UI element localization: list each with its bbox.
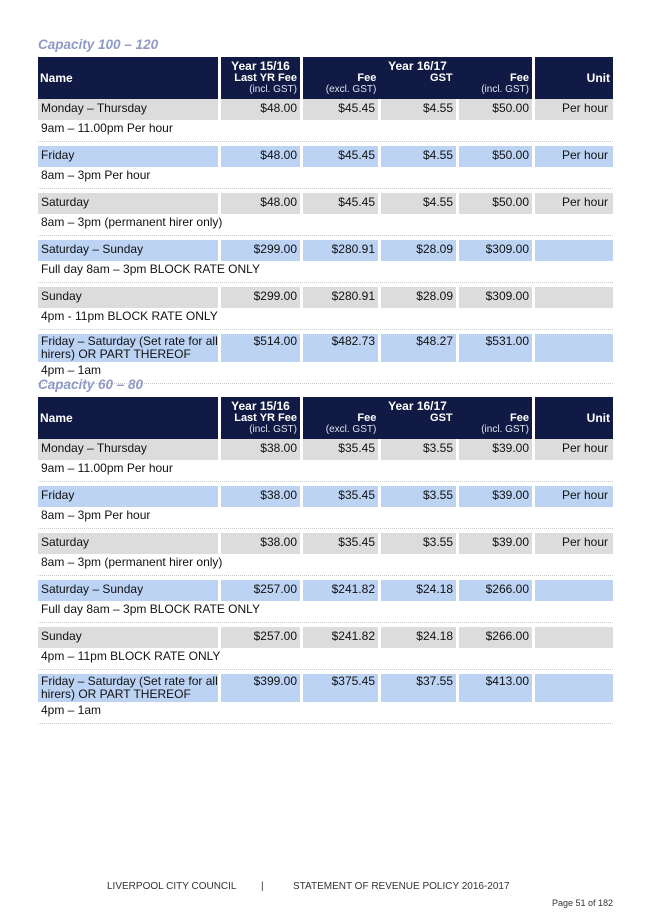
table-row-note: [38, 308, 613, 330]
row-fee-incl-gst: $39.00: [459, 533, 535, 554]
header-year-15-16-label: Year 15/16: [231, 399, 290, 413]
row-fee-incl-gst: $309.00: [459, 287, 535, 308]
row-last-yr-fee: $514.00: [221, 334, 303, 362]
row-note: Full day 8am – 3pm BLOCK RATE ONLY: [38, 261, 613, 283]
row-unit: [535, 287, 613, 308]
row-last-yr-fee: $399.00: [221, 674, 303, 702]
row-fee-incl-gst: $531.00: [459, 334, 535, 362]
row-name: Sunday: [38, 287, 221, 308]
fee-section-capacity-100-120: [38, 37, 613, 384]
row-last-yr-fee: $299.00: [221, 240, 303, 261]
header-fee-excl: Fee: [357, 412, 377, 424]
row-gst: $3.55: [381, 439, 459, 460]
footer-document-title: STATEMENT OF REVENUE POLICY 2016-2017: [293, 881, 510, 892]
row-last-yr-fee: $299.00: [221, 287, 303, 308]
row-fee-excl-gst: $45.45: [303, 146, 381, 167]
header-year-15-16-label: Year 15/16: [231, 59, 290, 73]
header-year-15-16: [221, 57, 303, 99]
table-row: [38, 533, 613, 554]
row-gst: $4.55: [381, 146, 459, 167]
row-name: Friday: [38, 146, 221, 167]
header-year-16-17: [303, 397, 535, 439]
table-row-note: [38, 120, 613, 142]
row-unit: [535, 334, 613, 362]
row-gst: $3.55: [381, 533, 459, 554]
row-fee-excl-gst: $375.45: [303, 674, 381, 702]
row-note: 8am – 3pm (permanent hirer only): [38, 554, 613, 576]
header-year-16-17: [303, 57, 535, 99]
row-gst: $48.27: [381, 334, 459, 362]
header-incl-gst: (incl. GST): [249, 84, 297, 95]
fee-table: [38, 397, 613, 724]
row-fee-incl-gst: $39.00: [459, 486, 535, 507]
table-row-note: [38, 460, 613, 482]
fee-section-capacity-60-80: [38, 377, 613, 724]
row-fee-excl-gst: $280.91: [303, 240, 381, 261]
table-row: [38, 287, 613, 308]
row-note: 9am – 11.00pm Per hour: [38, 120, 613, 142]
row-fee-excl-gst: $45.45: [303, 99, 381, 120]
row-fee-excl-gst: $241.82: [303, 627, 381, 648]
table-header-row: [38, 397, 613, 439]
row-unit: Per hour: [535, 146, 613, 167]
row-fee-incl-gst: $50.00: [459, 99, 535, 120]
row-fee-incl-gst: $413.00: [459, 674, 535, 702]
row-unit: Per hour: [535, 533, 613, 554]
row-gst: $28.09: [381, 287, 459, 308]
section-title: Capacity 100 – 120: [38, 37, 159, 52]
row-note: 4pm – 1am: [38, 362, 613, 384]
header-name: Name: [38, 57, 221, 99]
row-note: 4pm – 11pm BLOCK RATE ONLY: [38, 648, 613, 670]
row-last-yr-fee: $48.00: [221, 146, 303, 167]
table-row: [38, 674, 613, 702]
header-incl-gst-2: (incl. GST): [481, 84, 529, 95]
row-gst: $3.55: [381, 486, 459, 507]
header-last-yr-fee: Last YR Fee: [234, 412, 297, 424]
row-unit: [535, 240, 613, 261]
row-last-yr-fee: $257.00: [221, 627, 303, 648]
row-name: Friday – Saturday (Set rate for all hirers) OR PART THEREOF: [38, 674, 221, 702]
header-year-16-17-label: Year 16/17: [388, 399, 447, 413]
row-unit: Per hour: [535, 486, 613, 507]
table-row: [38, 146, 613, 167]
row-name: Friday: [38, 486, 221, 507]
row-name: Saturday: [38, 193, 221, 214]
row-name: Saturday – Sunday: [38, 580, 221, 601]
table-row: [38, 486, 613, 507]
header-last-yr-fee: Last YR Fee: [234, 72, 297, 84]
row-unit: [535, 627, 613, 648]
table-row: [38, 439, 613, 460]
table-row-note: [38, 261, 613, 283]
header-incl-gst-2: (incl. GST): [481, 424, 529, 435]
table-row-note: [38, 648, 613, 670]
row-fee-incl-gst: $266.00: [459, 580, 535, 601]
header-name: Name: [38, 397, 221, 439]
header-fee-incl: Fee: [510, 412, 529, 424]
row-unit: [535, 674, 613, 702]
row-gst: $24.18: [381, 580, 459, 601]
row-last-yr-fee: $257.00: [221, 580, 303, 601]
row-unit: [535, 580, 613, 601]
row-name: Monday – Thursday: [38, 439, 221, 460]
row-gst: $37.55: [381, 674, 459, 702]
row-name: Monday – Thursday: [38, 99, 221, 120]
table-row: [38, 334, 613, 362]
table-row: [38, 627, 613, 648]
row-fee-excl-gst: $482.73: [303, 334, 381, 362]
row-last-yr-fee: $38.00: [221, 486, 303, 507]
row-last-yr-fee: $48.00: [221, 193, 303, 214]
row-note: 4pm – 1am: [38, 702, 613, 724]
fee-table: [38, 57, 613, 384]
section-title: Capacity 60 – 80: [38, 377, 144, 392]
row-note: 9am – 11.00pm Per hour: [38, 460, 613, 482]
header-unit: Unit: [535, 397, 613, 439]
row-note: Full day 8am – 3pm BLOCK RATE ONLY: [38, 601, 613, 623]
header-excl-gst: (excl. GST): [325, 424, 377, 435]
row-name: Saturday: [38, 533, 221, 554]
row-unit: Per hour: [535, 99, 613, 120]
table-row-note: [38, 554, 613, 576]
row-fee-excl-gst: $35.45: [303, 439, 381, 460]
header-gst: GST: [430, 412, 453, 424]
row-unit: Per hour: [535, 193, 613, 214]
table-row: [38, 240, 613, 261]
row-fee-excl-gst: $241.82: [303, 580, 381, 601]
table-row: [38, 580, 613, 601]
row-fee-excl-gst: $35.45: [303, 486, 381, 507]
row-name: Friday – Saturday (Set rate for all hirers) OR PART THEREOF: [38, 334, 221, 362]
row-gst: $4.55: [381, 193, 459, 214]
row-fee-incl-gst: $50.00: [459, 193, 535, 214]
row-fee-incl-gst: $50.00: [459, 146, 535, 167]
page-number: Page 51 of 182: [552, 898, 614, 908]
header-fee-excl: Fee: [357, 72, 377, 84]
row-fee-incl-gst: $309.00: [459, 240, 535, 261]
row-fee-excl-gst: $280.91: [303, 287, 381, 308]
row-gst: $4.55: [381, 99, 459, 120]
row-note: 8am – 3pm Per hour: [38, 167, 613, 189]
header-year-16-17-label: Year 16/17: [388, 59, 447, 73]
header-year-15-16: [221, 397, 303, 439]
row-name: Sunday: [38, 627, 221, 648]
footer-separator: |: [261, 881, 264, 892]
header-fee-incl: Fee: [510, 72, 529, 84]
table-header-row: [38, 57, 613, 99]
row-fee-excl-gst: $35.45: [303, 533, 381, 554]
header-incl-gst: (incl. GST): [249, 424, 297, 435]
row-fee-incl-gst: $39.00: [459, 439, 535, 460]
row-name: Saturday – Sunday: [38, 240, 221, 261]
row-gst: $28.09: [381, 240, 459, 261]
header-unit: Unit: [535, 57, 613, 99]
row-last-yr-fee: $38.00: [221, 533, 303, 554]
table-row-note: [38, 507, 613, 529]
row-last-yr-fee: $48.00: [221, 99, 303, 120]
row-unit: Per hour: [535, 439, 613, 460]
table-row: [38, 99, 613, 120]
row-fee-excl-gst: $45.45: [303, 193, 381, 214]
table-row: [38, 193, 613, 214]
row-note: 8am – 3pm Per hour: [38, 507, 613, 529]
header-excl-gst: (excl. GST): [325, 84, 377, 95]
table-row-note: [38, 601, 613, 623]
table-row-note: [38, 702, 613, 724]
table-row-note: [38, 167, 613, 189]
table-row-note: [38, 214, 613, 236]
header-gst: GST: [430, 72, 453, 84]
row-last-yr-fee: $38.00: [221, 439, 303, 460]
row-fee-incl-gst: $266.00: [459, 627, 535, 648]
row-note: 4pm - 11pm BLOCK RATE ONLY: [38, 308, 613, 330]
footer-organisation: LIVERPOOL CITY COUNCIL: [107, 881, 237, 892]
row-note: 8am – 3pm (permanent hirer only): [38, 214, 613, 236]
row-gst: $24.18: [381, 627, 459, 648]
